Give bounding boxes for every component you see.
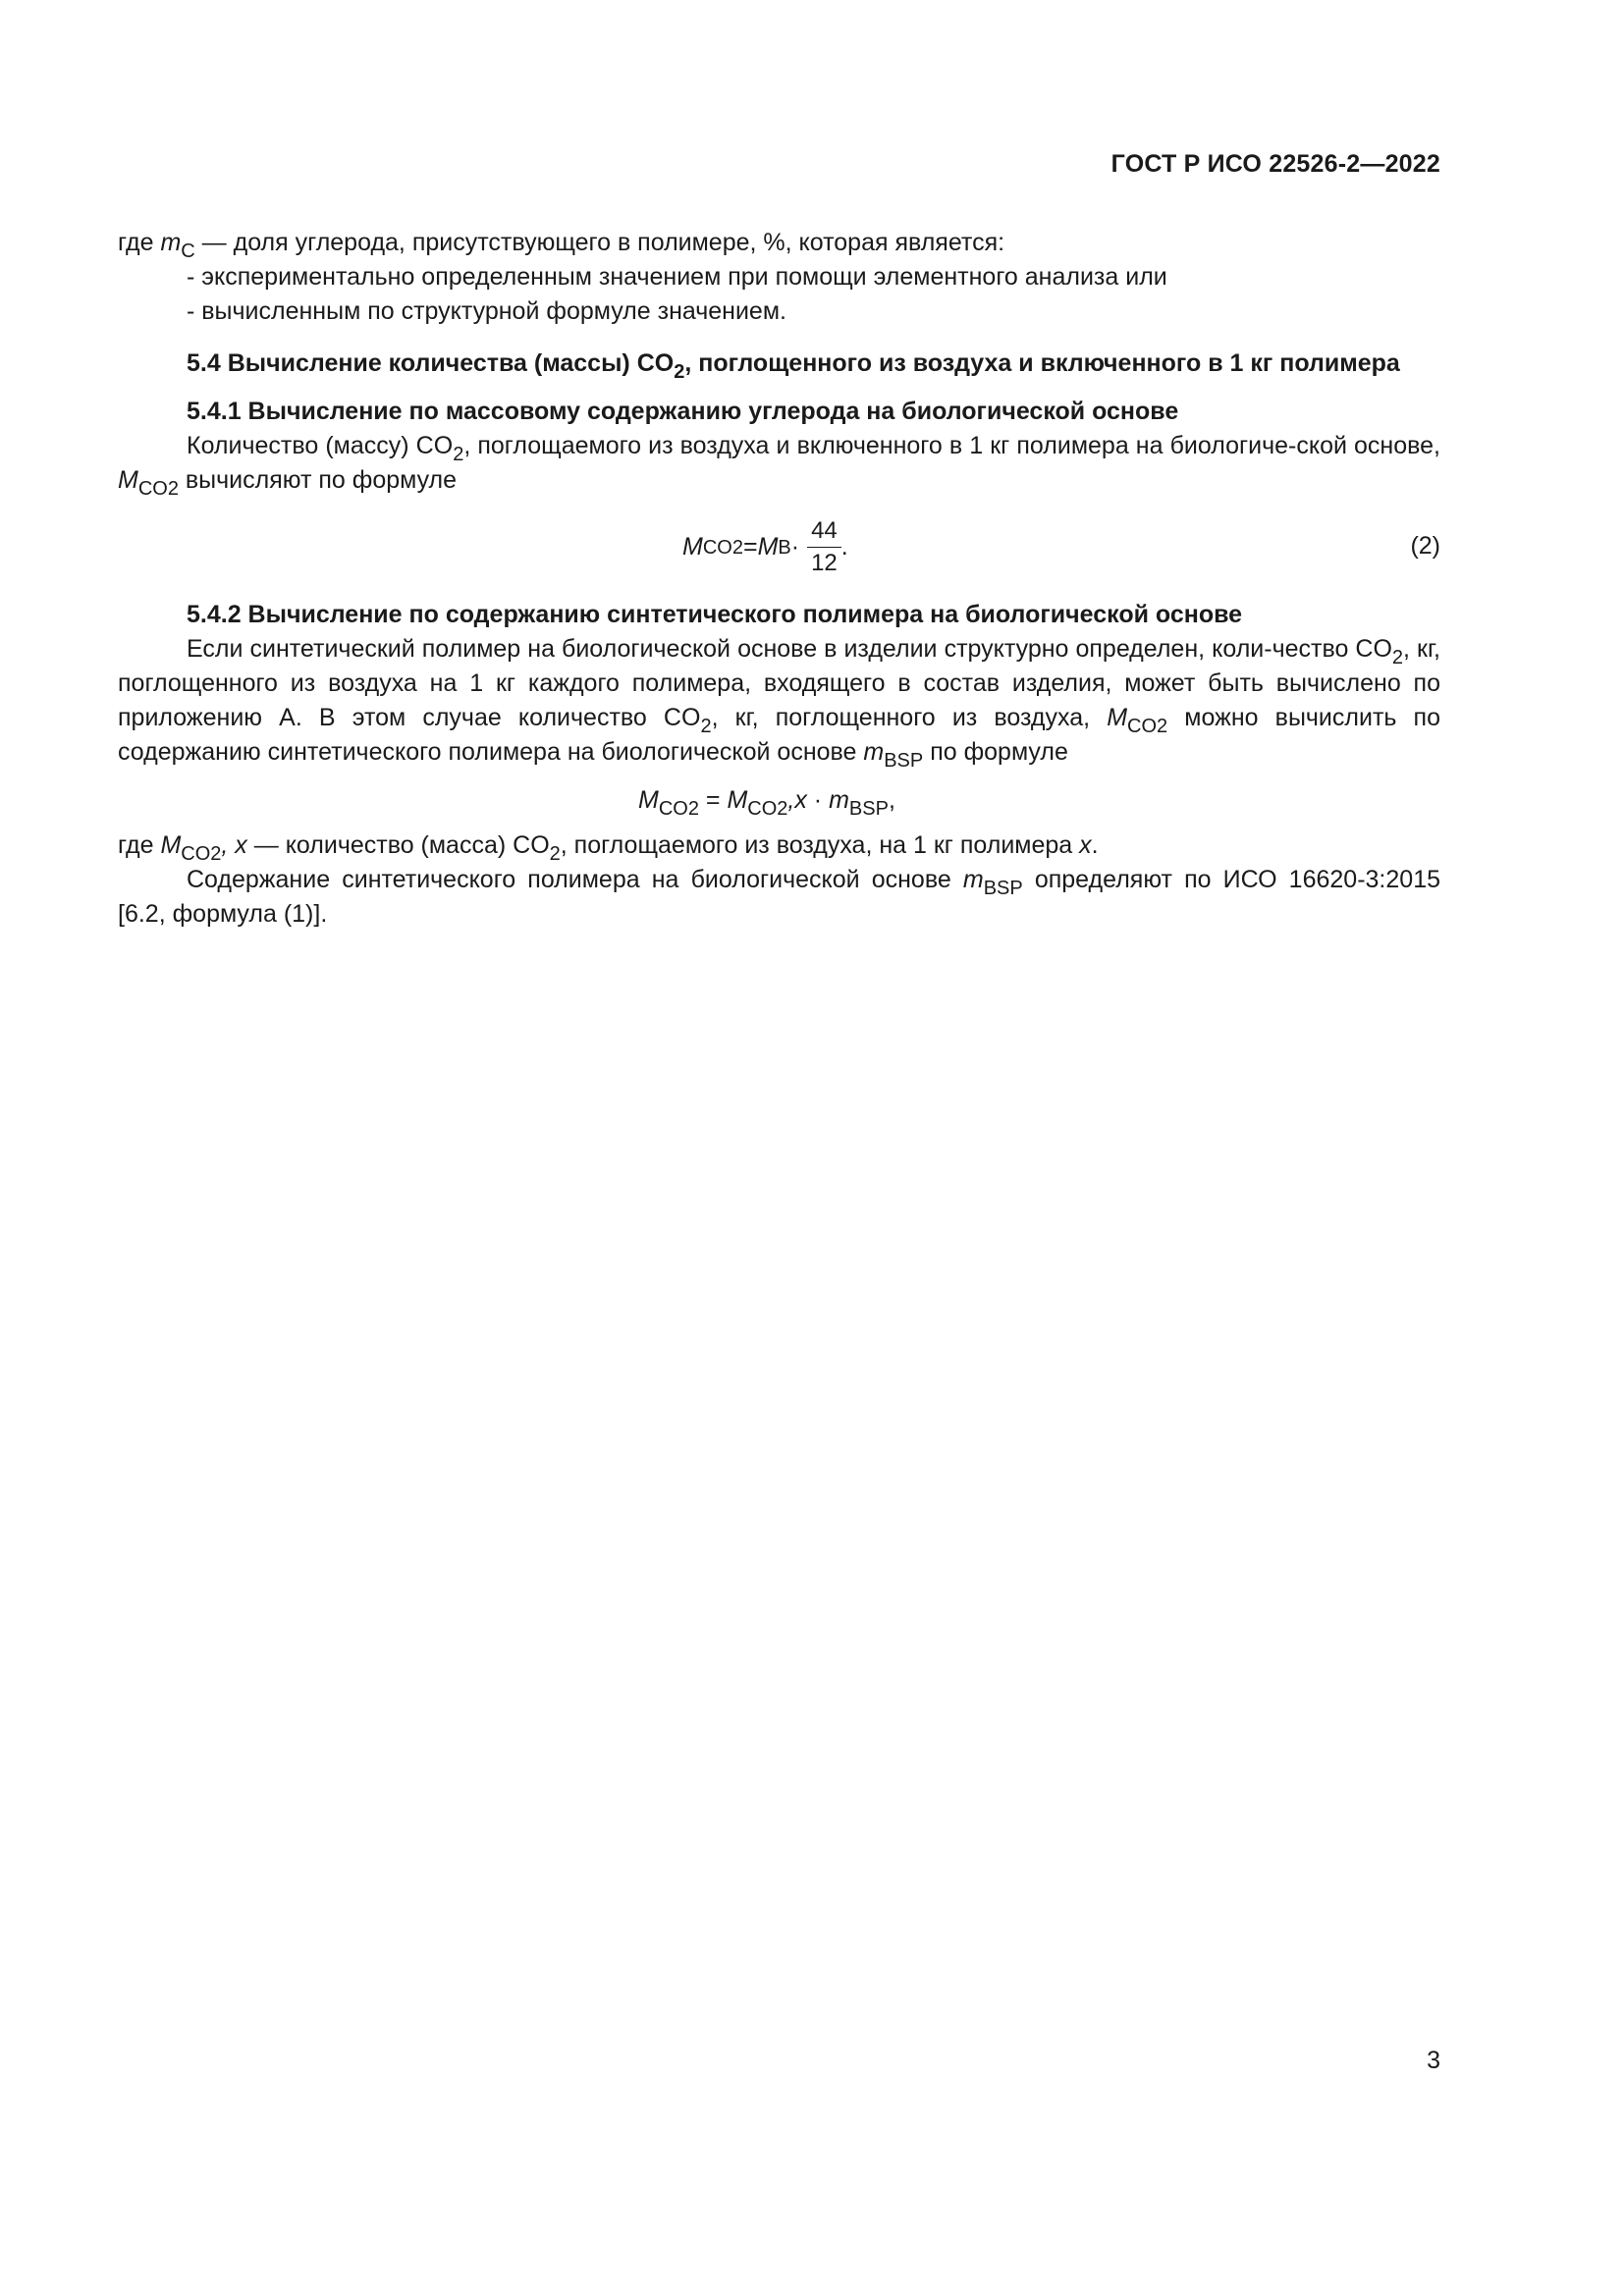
- list-item: - вычисленным по структурной формуле значением.: [187, 297, 786, 325]
- list-item: - экспериментально определенным значением при помощи элементного анализа или: [187, 263, 1167, 291]
- where-mco2x-line: где $M_{CO2}$, x — количество (масса) $CO_2$, поглощаемого из воздуха, на 1 кг полимера x.: [118, 831, 1099, 865]
- paragraph-mbsp: Содержание синтетического полимера на биологической основе $m_{BSP}$ определяют по ИСО 16620-3:2015 [6.2, формула (1)].: [118, 866, 1440, 928]
- section-heading-5-4: 5.4 Вычисление количества (массы) $CO_2$, поглощенного из воздуха и включенного в 1 кг полимера: [187, 349, 1400, 383]
- document-header: ГОСТ Р ИСО 22526-2—2022: [1110, 150, 1440, 178]
- page-number: 3: [1427, 2047, 1440, 2074]
- fraction: $\frac{44}{12}$: [807, 517, 841, 577]
- paragraph-5-4-2: Если синтетический полимер на биологической основе в изделии структурно определен, коли-чество $CO_2$, кг, поглощенного из воздуха на 1 кг каждого полимера, входящего в состав изделия, может быть вычислено по приложению А. В этом случае количество $CO_2$, кг, поглощенного из воздуха, $M_{CO2}$ можно вычислить по содержанию синтетического полимера на биологической основе $m_{BSP}$ по формуле: [118, 635, 1441, 772]
- paragraph-5-4-1: Количество (массу) $CO_2$, поглощаемого из воздуха и включенного в 1 кг полимера на биологиче-ской основе, $M_{CO2}$ вычисляют по формуле: [118, 432, 1440, 500]
- formula-number: (2): [1410, 532, 1440, 560]
- section-heading-5-4-2: 5.4.2 Вычисление по содержанию синтетического полимера на биологической основе: [187, 601, 1243, 628]
- formula-2: M CO2 = M B · $\frac{44}{12}$ . (2): [682, 517, 1440, 576]
- formula-bsp: $M_{CO2} = M_{CO2},x \cdot m_{BSP}$,: [638, 786, 895, 820]
- where-mc-line: где $m_C$ — доля углерода, присутствующего в полимере, %, которая является:: [118, 229, 1005, 262]
- section-heading-5-4-1: 5.4.1 Вычисление по массовому содержанию углерода на биологической основе: [187, 398, 1179, 425]
- document-body: [118, 226, 1440, 932]
